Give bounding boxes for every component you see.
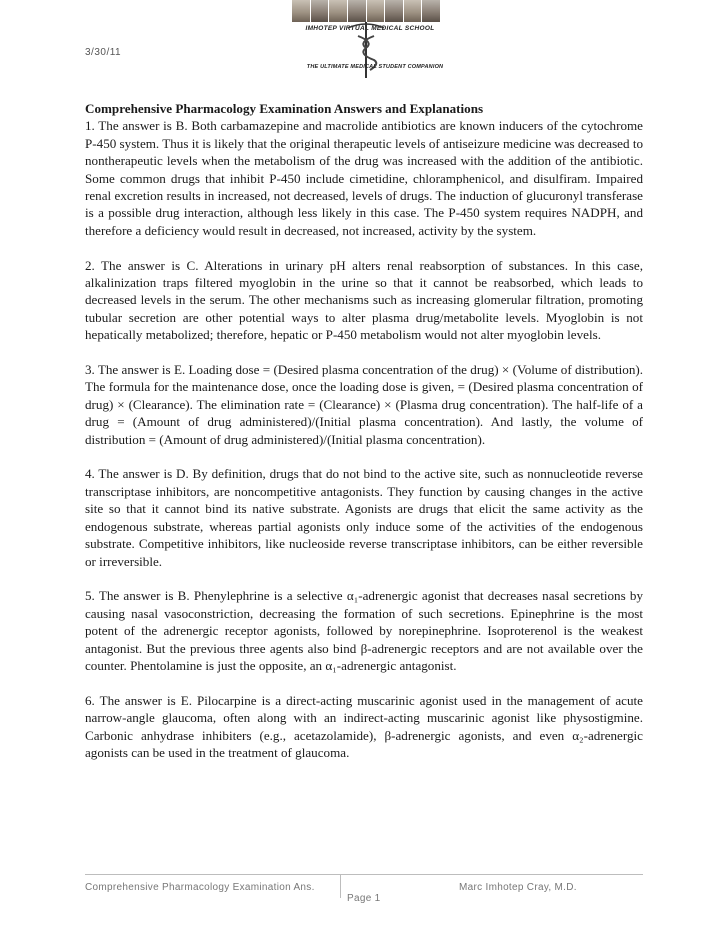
footer-divider <box>85 874 643 875</box>
answer-paragraph: 6. The answer is E. Pilocarpine is a direct-acting muscarinic agonist used in the management of acute narrow-angle glaucoma, often along with an indirect-acting muscarinic agonist like physostigmine. Carbonic anhydrase inhibiters (e.g., acetazolamide), β-adrenergic agonists, and even α₂-adrenergic agonists can be used in the treatment of glaucoma. <box>85 692 643 760</box>
footer-title: Comprehensive Pharmacology Examination Ans. <box>85 882 315 893</box>
school-name: IMHOTEP VIRTUAL MEDICAL SCHOOL <box>305 25 435 32</box>
page-number: Page 1 <box>347 893 381 904</box>
tagline: THE ULTIMATE MEDICAL STUDENT COMPANION <box>306 64 444 70</box>
answer-paragraph: 3. The answer is E. Loading dose = (Desired plasma concentration of the drug) × (Volume of distribution). The formula for the maintenance dose, once the loading dose is given, = (Desired plasma concentration of drug) × (Clearance). The elimination rate = (Clearance) × (Plasma drug concentration). The half-life of a drug = (Amount of drug administered)/(Initial plasma concentration). And lastly, the volume of distribution = (Amount of drug administered)/(Initial plasma concentration). <box>85 362 643 447</box>
answer-paragraph: 5. The answer is B. Phenylephrine is a selective α₁-adrenergic agonist that decreases nasal secretions by causing nasal vasoconstriction, decreasing the formation of such secretions. Epinephrine is the most potent of the adrenergic receptor agonists, followed by norepinephrine. Isoproterenol is the weakest antagonist. But the previous three agents also bind β-adrenergic receptors and are not available over the counter. Phentolamine is just the opposite, an α₁-adrenergic antagonist. <box>85 588 643 673</box>
answer-paragraph: 2. The answer is C. Alterations in urinary pH alters renal reabsorption of substances. In this case, alkalinization traps filtered myoglobin in the urine so that it cannot be reabsorbed, which leads to decreased levels in the serum. The other mechanisms such as increasing glomerular filtration, promoting tubular secretion are other potential ways to alter plasma drug/metabolite levels. Myoglobin is not hepatically metabolized; therefore, hepatic or P-450 metabolism would not alter myoglobin levels. <box>85 257 643 343</box>
answer-paragraph: 1. The answer is B. Both carbamazepine and macrolide antibiotics are known inducers of the cytochrome P-450 system. Thus it is likely that the original therapeutic levels of antiseizure medicine was decreased to nontherapeutic levels when the metabolism of the drug was increased with the addition of the antibiotic. Some common drugs that inhibit P-450 include cimetidine, chloramphenicol, and disulfiram. Impaired renal excretion results in increased, not decreased, levels of drugs. The induction of glucuronyl transferase is a possible drug interaction, although less likely in this case. The P-450 system requires NADPH, and therefore a deficiency would result in decreased, not increased, activity by the system. <box>85 118 643 238</box>
footer-separator <box>340 874 341 898</box>
header-logo <box>278 0 448 80</box>
footer-author: Marc Imhotep Cray, M.D. <box>459 882 577 893</box>
document-date: 3/30/11 <box>85 47 122 58</box>
document-body <box>85 100 643 779</box>
document-title: Comprehensive Pharmacology Examination Answers and Explanations <box>85 101 484 116</box>
answer-paragraph: 4. The answer is D. By definition, drugs that do not bind to the active site, such as nonnucleotide reverse transcriptase inhibitors, are noncompetitive antagonists. They function by causing changes in the active site so that it cannot bind its native substrate. Agonists are drugs that elicit the same activity as the endogenous substrate, whereas partial agonists only induce some of the activities of the endogenous substrate. Competitive inhibitors, like nucleoside reverse transcriptase inhibitors, can be either reversible or irreversible. <box>85 466 643 569</box>
